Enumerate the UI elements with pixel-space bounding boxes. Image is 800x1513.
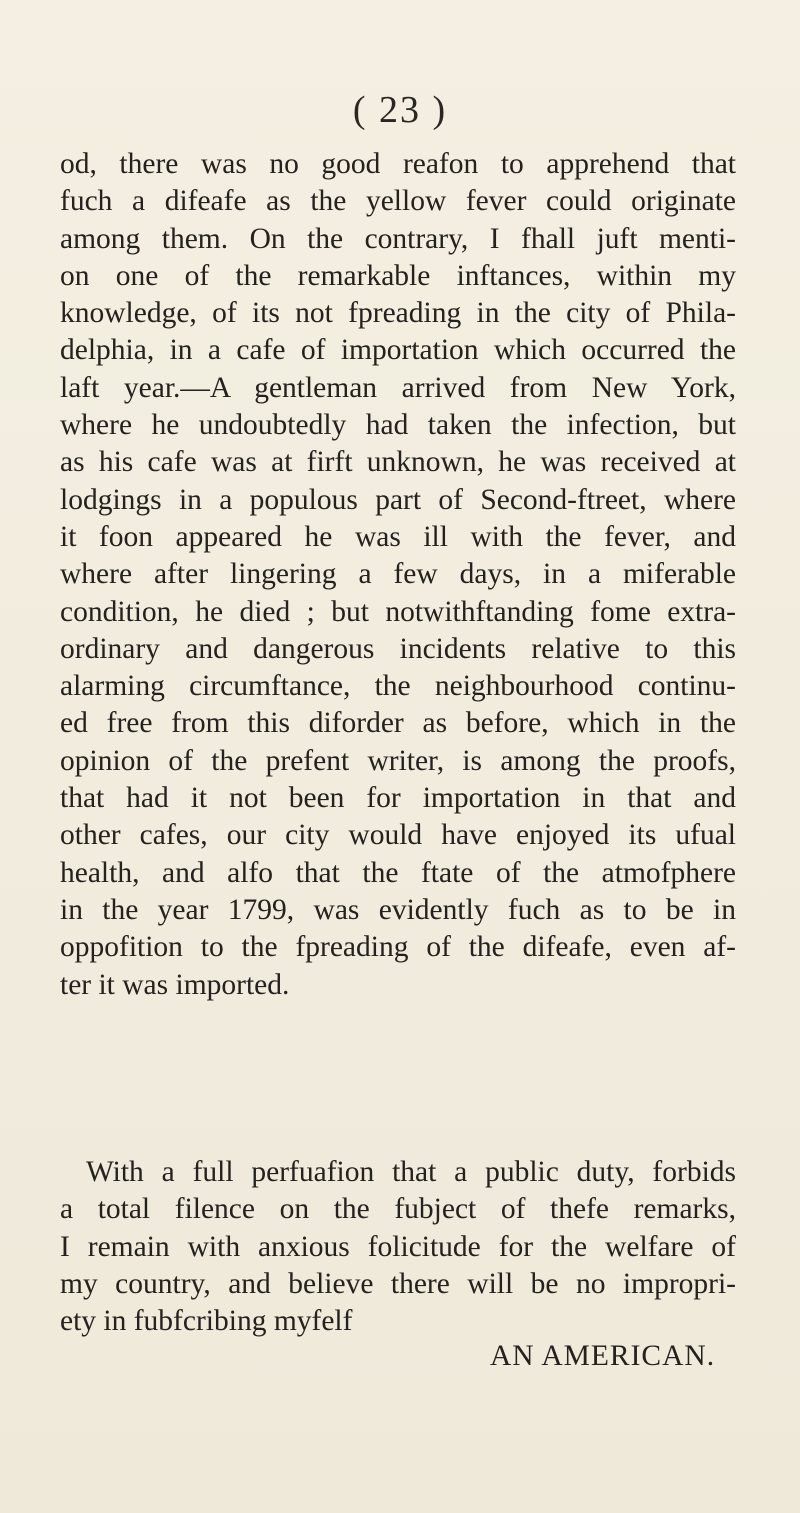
text-line: it foon appeared he was ill with the fever, and [60, 520, 736, 553]
signature: AN AMERICAN. [490, 1340, 716, 1372]
text-line: as his cafe was at firft unknown, he was received at [60, 446, 736, 479]
text-line: in the year 1799, was evidently fuch as to be in [60, 893, 736, 926]
text-line: other cafes, our city would have enjoyed its ufual [60, 819, 736, 852]
paragraph-2 [60, 1154, 736, 1340]
text-line: laft year.—A gentleman arrived from New York, [60, 371, 736, 404]
paragraph-1 [60, 146, 736, 1004]
text-line: I remain with anxious folicitude for the welfare of [60, 1230, 736, 1263]
text-line: where he undoubtedly had taken the infection, but [60, 409, 736, 442]
text-line: ordinary and dangerous incidents relative to this [60, 632, 736, 665]
text-line: that had it not been for importation in that and [60, 782, 736, 815]
text-line: With a full perfuafion that a public duty, forbids [86, 1156, 736, 1188]
text-line: oppofition to the fpreading of the difeafe, even af- [60, 931, 736, 964]
text-line: among them. On the contrary, I fhall juft menti- [60, 222, 736, 255]
text-line: on one of the remarkable inftances, within my [60, 259, 736, 292]
text-line: a total filence on the fubject of thefe remarks, [60, 1193, 736, 1226]
text-line: delphia, in a cafe of importation which occurred the [60, 334, 736, 367]
text-line: ety in fubfcribing myfelf [60, 1305, 353, 1338]
text-line: opinion of the prefent writer, is among the proofs, [60, 744, 736, 777]
text-line: where after lingering a few days, in a miferable [60, 558, 736, 591]
text-line: health, and alfo that the ftate of the atmofphere [60, 856, 736, 889]
text-line: lodgings in a populous part of Second-ftreet, where [60, 483, 736, 516]
text-line: fuch a difeafe as the yellow fever could originate [60, 185, 736, 218]
text-line: ed free from this diforder as before, which in the [60, 707, 736, 740]
page-number: ( 23 ) [352, 89, 448, 131]
text-line: condition, he died ; but notwithftanding fome extra- [60, 595, 736, 628]
text-line: knowledge, of its not fpreading in the city of Phila- [60, 297, 736, 330]
text-line: alarming circumftance, the neighbourhood continu- [60, 670, 736, 703]
text-line: ter it was imported. [60, 968, 290, 1001]
text-line: od, there was no good reafon to apprehend that [60, 148, 736, 180]
text-line: my country, and believe there will be no impropri- [60, 1267, 736, 1300]
